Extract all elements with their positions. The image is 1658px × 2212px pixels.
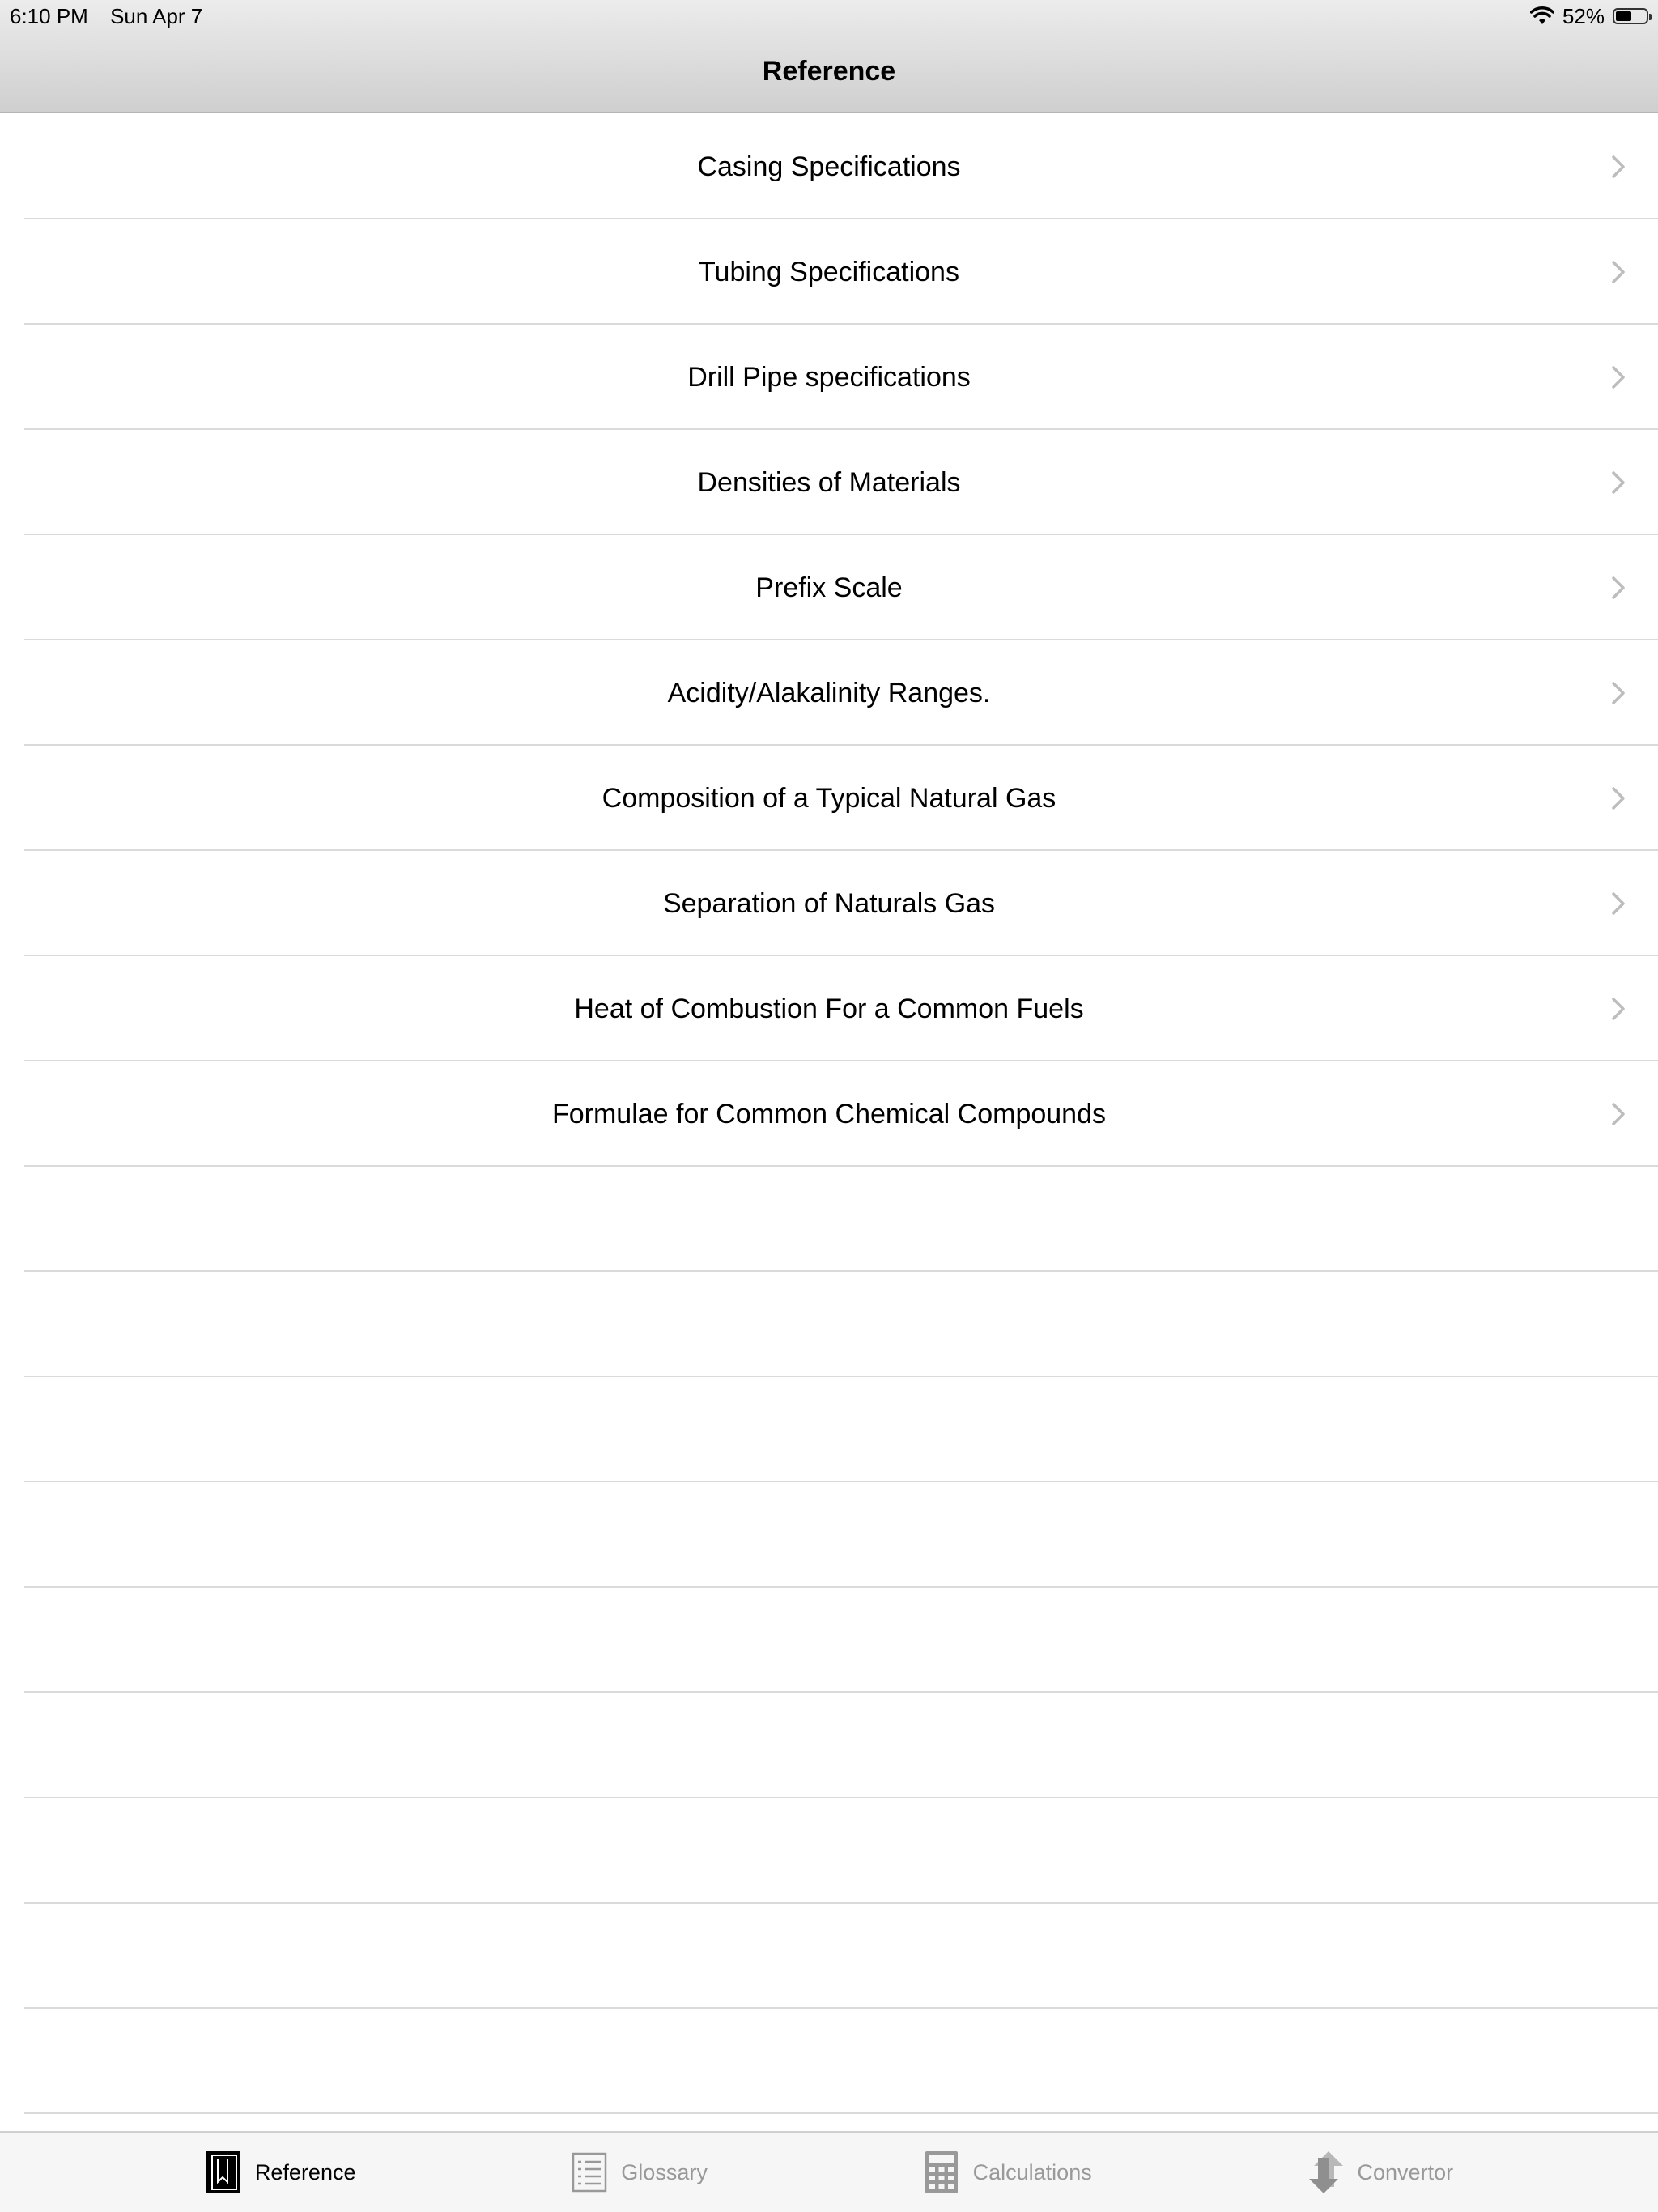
empty-row <box>0 1798 1658 1904</box>
list-item-acidity-alkalinity-ranges[interactable] <box>0 640 1658 746</box>
tab-label: Convertor <box>1357 2159 1454 2184</box>
tab-label: Calculations <box>972 2159 1092 2184</box>
list-item-label: Acidity/Alakalinity Ranges. <box>667 677 991 708</box>
arrows-icon <box>1307 2150 1345 2195</box>
book-icon <box>205 2150 242 2195</box>
tab-label: Glossary <box>621 2159 708 2184</box>
battery-icon <box>1613 8 1648 24</box>
list-item-label: Separation of Naturals Gas <box>662 887 996 919</box>
tab-calculations[interactable] <box>923 2150 1092 2195</box>
battery-percent: 52% <box>1562 3 1605 28</box>
list-item-label: Drill Pipe specifications <box>687 361 971 393</box>
list-item-separation-natural-gas[interactable] <box>0 851 1658 956</box>
chevron-right-icon <box>1605 995 1632 1023</box>
chevron-right-icon <box>1605 153 1632 181</box>
list-item-label: Formulae for Common Chemical Compounds <box>551 1098 1107 1129</box>
chevron-right-icon <box>1605 785 1632 812</box>
empty-row <box>0 1272 1658 1377</box>
chevron-right-icon <box>1605 679 1632 707</box>
list-item-label: Heat of Combustion For a Common Fuels <box>574 993 1084 1024</box>
empty-row <box>0 1482 1658 1588</box>
status-bar-right <box>1530 3 1648 29</box>
list-item-label: Composition of a Typical Natural Gas <box>602 782 1056 814</box>
tab-reference[interactable] <box>205 2150 356 2195</box>
chevron-right-icon <box>1605 1100 1632 1128</box>
list-item-composition-natural-gas[interactable] <box>0 746 1658 851</box>
list-item-casing-specifications[interactable] <box>0 114 1658 219</box>
wifi-icon <box>1530 6 1554 26</box>
reference-list <box>0 114 1658 2114</box>
list-item-heat-of-combustion[interactable] <box>0 956 1658 1061</box>
list-item-densities-of-materials[interactable] <box>0 430 1658 535</box>
empty-row <box>0 1588 1658 1693</box>
tab-glossary[interactable] <box>571 2150 708 2195</box>
chevron-right-icon <box>1605 890 1632 917</box>
list-item-tubing-specifications[interactable] <box>0 219 1658 325</box>
battery-level <box>1616 11 1631 21</box>
chevron-right-icon <box>1605 574 1632 602</box>
chevron-right-icon <box>1605 258 1632 286</box>
empty-row <box>0 1167 1658 1272</box>
empty-row <box>0 2009 1658 2114</box>
list-item-label: Prefix Scale <box>755 572 903 603</box>
empty-row <box>0 1693 1658 1798</box>
chevron-right-icon <box>1605 469 1632 496</box>
status-time: 6:10 PM <box>10 4 88 28</box>
calculator-icon <box>923 2150 960 2195</box>
status-bar-left <box>10 3 219 29</box>
tab-label: Reference <box>254 2159 356 2184</box>
status-date: Sun Apr 7 <box>110 4 203 28</box>
empty-row <box>0 1904 1658 2009</box>
tab-convertor[interactable] <box>1307 2150 1454 2195</box>
list-icon <box>571 2150 608 2195</box>
list-item-label: Tubing Specifications <box>699 256 959 287</box>
empty-row <box>0 1377 1658 1482</box>
tab-bar <box>0 2131 1658 2212</box>
list-item-chemical-compounds[interactable] <box>0 1061 1658 1167</box>
list-item-prefix-scale[interactable] <box>0 535 1658 640</box>
list-item-label: Densities of Materials <box>697 466 961 498</box>
list-item-label: Casing Specifications <box>697 151 961 182</box>
list-item-drill-pipe-specifications[interactable] <box>0 325 1658 430</box>
navigation-bar <box>0 0 1658 113</box>
page-title: Reference <box>762 56 896 87</box>
chevron-right-icon <box>1605 364 1632 391</box>
